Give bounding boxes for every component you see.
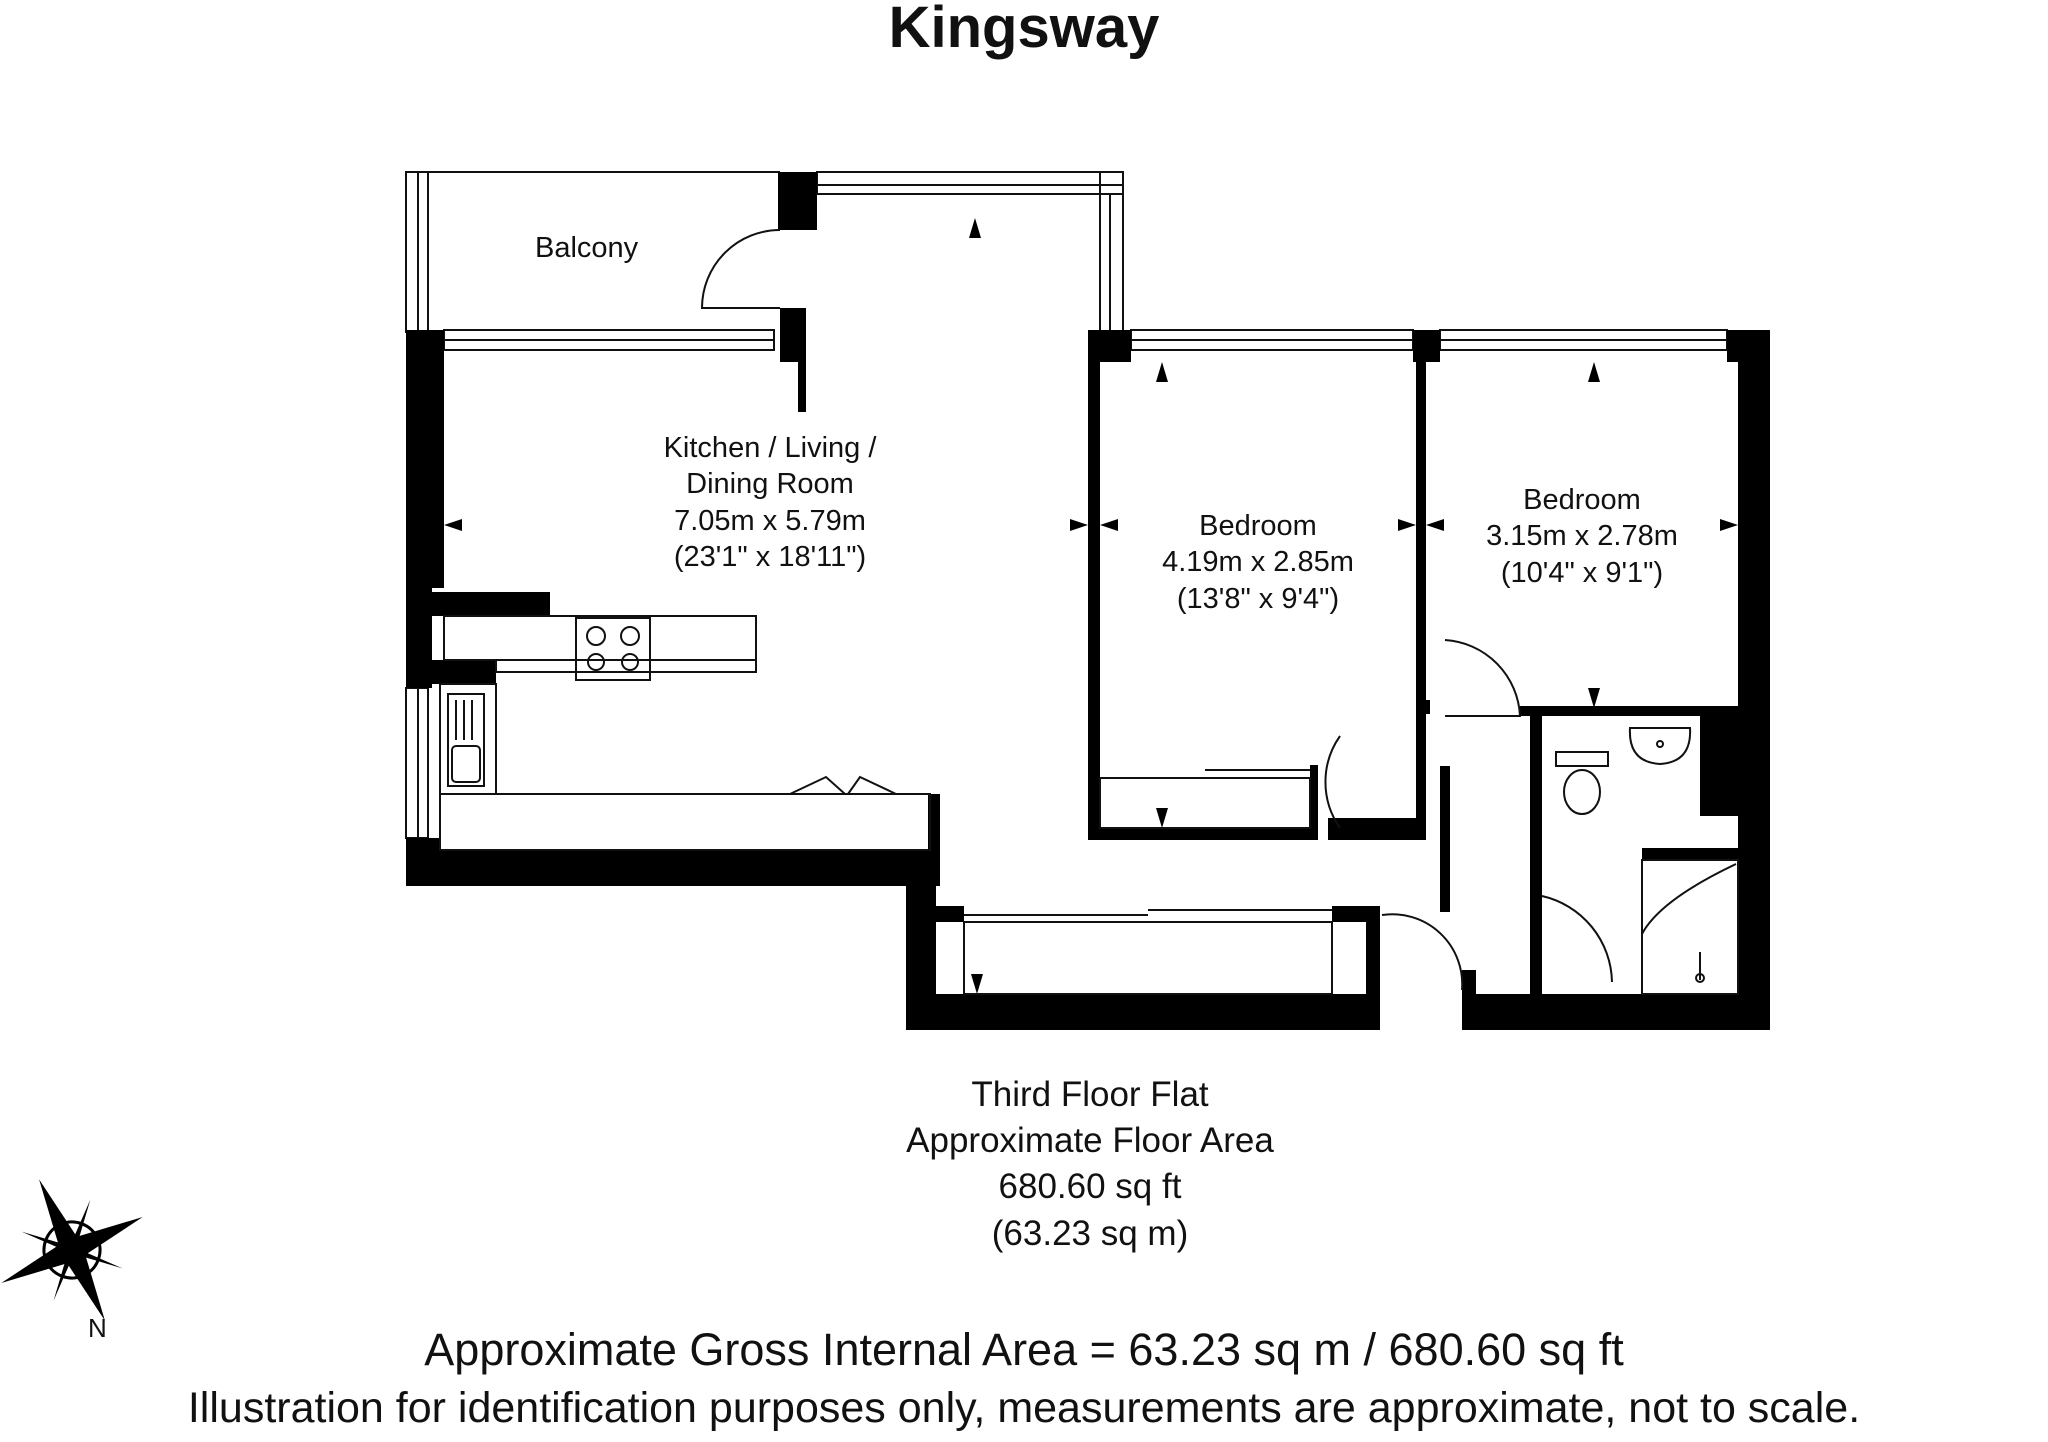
wall xyxy=(406,588,432,688)
wall xyxy=(406,330,444,588)
wall xyxy=(778,172,817,230)
bedroom1-label xyxy=(1108,508,1408,617)
wall xyxy=(1088,362,1100,840)
floor-area-label: Approximate Floor Area xyxy=(906,1121,1274,1161)
kitchen-living-label xyxy=(620,430,920,575)
door-swing xyxy=(702,230,780,308)
window xyxy=(444,340,774,350)
door-swing xyxy=(1445,640,1520,716)
bedroom2-imperial: (10'4" x 9'1") xyxy=(1500,556,1664,589)
wall xyxy=(1462,994,1770,1030)
kitchen-name-line1: Kitchen / Living / xyxy=(663,432,877,464)
window xyxy=(817,172,1123,185)
dimension-arrow xyxy=(971,974,983,994)
wall xyxy=(1366,906,1380,1030)
wall xyxy=(906,906,964,922)
wall xyxy=(1530,716,1542,996)
wall xyxy=(1413,330,1440,362)
window xyxy=(406,688,418,838)
door-swing xyxy=(1382,914,1462,990)
hob-ring xyxy=(621,627,639,645)
wall xyxy=(432,592,550,616)
balcony-rail xyxy=(418,172,428,332)
wall xyxy=(798,360,806,412)
door-swing xyxy=(1542,896,1612,982)
window xyxy=(1100,172,1123,332)
window xyxy=(1440,340,1727,350)
window xyxy=(1131,330,1413,340)
balcony-name: Balcony xyxy=(535,232,639,264)
door-swing xyxy=(1325,736,1340,828)
wall xyxy=(906,994,1380,1030)
wall xyxy=(1416,362,1426,840)
wall xyxy=(780,330,806,362)
gross-area-line: Approximate Gross Internal Area = 63.23 sq m / 680.60 sq ft xyxy=(424,1324,1624,1375)
wall xyxy=(1088,828,1318,840)
wall xyxy=(1440,766,1450,912)
compass-north-label: N xyxy=(88,1313,107,1343)
kitchen-counter xyxy=(440,794,930,850)
floor-area-sqm: (63.23 sq m) xyxy=(991,1213,1189,1253)
wall xyxy=(1088,330,1131,362)
bedroom2-label xyxy=(1432,482,1732,591)
kitchen-metric: 7.05m x 5.79m xyxy=(674,504,866,537)
balcony-label xyxy=(535,230,638,266)
kitchen-imperial: (23'1" x 18'11") xyxy=(673,540,867,573)
sink-bowl xyxy=(452,746,480,782)
window xyxy=(1110,194,1123,332)
door-swing xyxy=(790,777,845,794)
wall xyxy=(1642,848,1738,860)
hob-ring xyxy=(588,654,604,670)
page-title: Kingsway xyxy=(888,0,1160,60)
window xyxy=(1131,340,1413,350)
basin-tap xyxy=(1657,741,1663,747)
floor-area-sqft: 680.60 sq ft xyxy=(998,1167,1182,1207)
floor-name: Third Floor Flat xyxy=(971,1075,1209,1114)
dimension-arrow xyxy=(1070,519,1088,531)
shower-screen xyxy=(1642,864,1736,934)
wall xyxy=(1738,362,1770,716)
walls xyxy=(406,172,1770,1030)
sink xyxy=(448,694,484,786)
balcony-rail xyxy=(406,172,418,332)
wall xyxy=(780,308,806,330)
window xyxy=(444,330,774,340)
bedroom1-imperial: (13'8" x 9'4") xyxy=(1176,582,1340,615)
wall xyxy=(1520,706,1738,716)
wall xyxy=(1328,818,1422,840)
dimension-arrow xyxy=(1588,362,1600,382)
kitchen-counter xyxy=(496,660,756,672)
window xyxy=(817,185,1123,194)
hob-ring xyxy=(587,627,605,645)
hob xyxy=(576,618,650,680)
wall xyxy=(432,660,496,684)
hob-ring xyxy=(622,654,638,670)
wall xyxy=(1462,970,1476,1030)
kitchen-counter xyxy=(444,616,756,660)
wall xyxy=(1310,765,1318,840)
bedroom2-metric: 3.15m x 2.78m xyxy=(1486,520,1678,553)
disclaimer-line: Illustration for identification purposes only, measurements are approximate, not to scale. xyxy=(187,1384,1861,1432)
dimension-arrow xyxy=(1588,688,1600,708)
bedroom1-name: Bedroom xyxy=(1199,510,1317,542)
wall xyxy=(1738,716,1770,996)
dimension-arrow xyxy=(1156,362,1168,382)
bedroom2-name: Bedroom xyxy=(1523,484,1641,516)
wall xyxy=(406,850,936,886)
wc-pan xyxy=(1564,770,1600,814)
shower-tray xyxy=(1642,860,1738,994)
door-swing xyxy=(848,777,896,794)
window xyxy=(1440,330,1727,340)
wardrobe xyxy=(964,922,1332,994)
dimension-arrow xyxy=(444,519,462,531)
wall xyxy=(1416,700,1430,714)
window xyxy=(418,688,428,838)
wardrobe xyxy=(1100,778,1310,828)
kitchen-name-line2: Dining Room xyxy=(686,468,854,501)
dimension-arrow xyxy=(1156,808,1168,828)
wc-cistern xyxy=(1556,752,1608,766)
bedroom1-metric: 4.19m x 2.85m xyxy=(1162,546,1354,579)
floor-summary xyxy=(840,1072,1340,1257)
wall xyxy=(1727,330,1770,362)
dimension-arrow xyxy=(969,218,981,238)
